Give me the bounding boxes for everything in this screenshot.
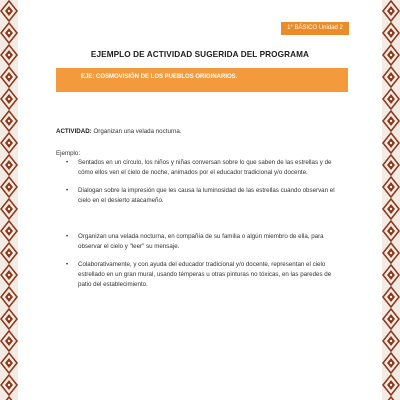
bullet-icon: • (66, 234, 69, 240)
list-item (66, 186, 346, 206)
eje-banner (56, 68, 348, 92)
activity-text: Organizan una velada nocturna. (93, 128, 182, 135)
bullet-icon: • (66, 262, 69, 268)
list-item-text: Organizan una velada nocturna, en compañía de su familia o algún miembro de ella, para observar el cielo y "leer" su mensaje. (78, 233, 324, 250)
pattern-icon (0, 0, 18, 400)
activity-label: ACTIVIDAD: (56, 128, 92, 135)
activity-line (56, 128, 182, 135)
pattern-icon (382, 0, 400, 400)
decorative-border-right (382, 0, 400, 400)
list-item (66, 158, 346, 178)
list-item (66, 260, 346, 290)
decorative-border-left (0, 0, 18, 400)
bullet-icon: • (66, 160, 69, 166)
list-item-text: Sentados en un círculo, los niños y niñas conversan sobre lo que saben de las estrellas y de cómo ellos ven el cielo de noche, animados por el educador tradicional y/o docente. (78, 159, 332, 176)
bullet-icon: • (66, 188, 69, 194)
list-item (66, 232, 346, 252)
list-item-text: Colaborativamente, y con ayuda del educador tradicional y/o docente, representan el cielo estrellado en un gran mural, usando témperas u otras pinturas no tóxicas, en las paredes de patio del establecimiento. (78, 261, 332, 288)
eje-text: EJE: COSMOVISIÓN DE LOS PUEBLOS ORIGINARIOS. (81, 74, 238, 80)
unit-badge: 1° BÁSICO Unidad 2 (281, 22, 349, 35)
page-title: EJEMPLO DE ACTIVIDAD SUGERIDA DEL PROGRAMA (90, 50, 310, 59)
list-item-text: Dialogan sobre la impresión que les causa la luminosidad de las estrellas cuando observan el cielo en el desierto atacameño. (78, 187, 335, 204)
example-label: Ejemplo: (56, 150, 81, 157)
